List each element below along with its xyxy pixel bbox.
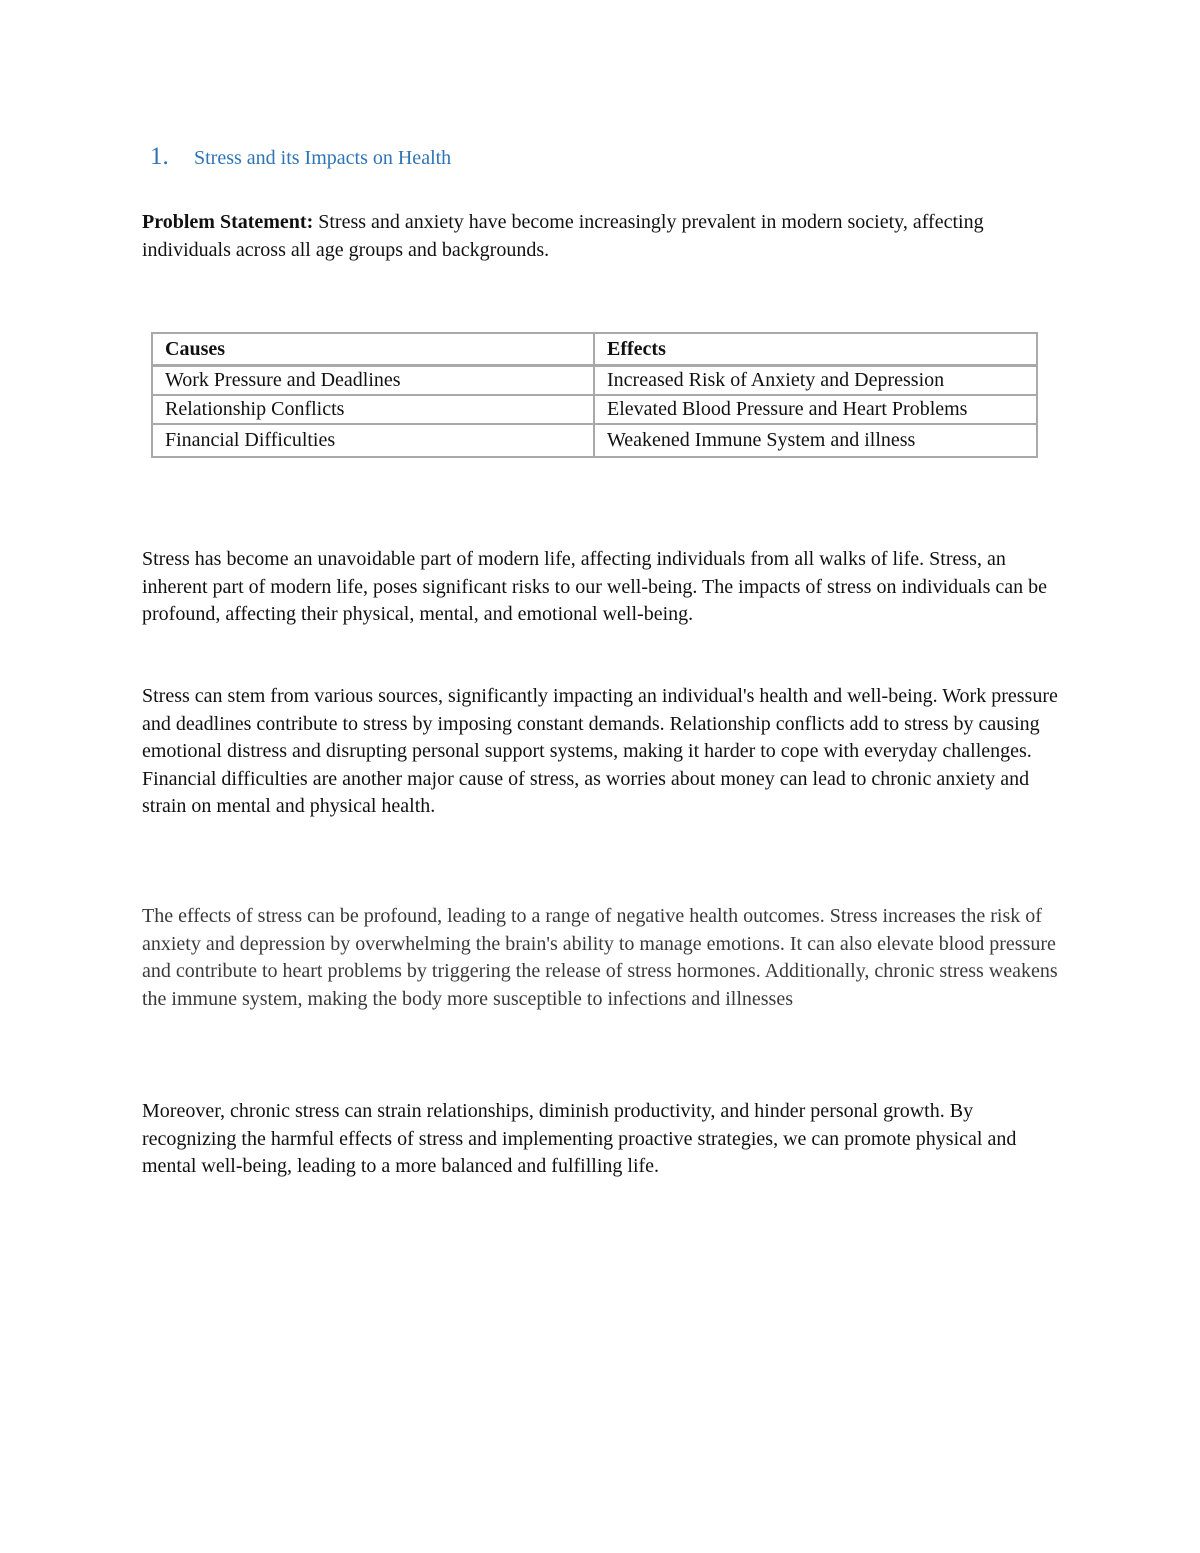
problem-statement-text: Stress and anxiety have become increasingly prevalent in modern society, affecting individuals across all age groups and backgrounds. xyxy=(142,211,984,261)
table-header-effects: Effects xyxy=(594,333,1037,366)
body-paragraph-causes: Stress can stem from various sources, significantly impacting an individual's health and well-being. Work pressure and deadlines contribute to stress by imposing constant demands. Relationship conflicts add to stress by causing emotional distress and disrupting personal support systems, making it harder to cope with everyday challenges. Financial difficulties are another major cause of stress, as worries about money can lead to chronic anxiety and strain on mental and physical health. xyxy=(142,685,1058,817)
problem-statement xyxy=(142,208,1062,264)
table-header-causes: Causes xyxy=(152,333,594,366)
heading-number: 1. xyxy=(150,143,169,170)
body-paragraph-conclusion: Moreover, chronic stress can strain relationships, diminish productivity, and hinder personal growth. By recognizing the harmful effects of stress and implementing proactive strategies, we can promote physical and mental well-being, leading to a more balanced and fulfilling life. xyxy=(142,1100,1017,1177)
table-header-row xyxy=(152,333,1037,366)
table-cell-effect: Elevated Blood Pressure and Heart Problems xyxy=(594,395,1037,424)
table-row xyxy=(152,366,1037,396)
table-row xyxy=(152,395,1037,424)
table-row xyxy=(152,424,1037,457)
heading-title: Stress and its Impacts on Health xyxy=(194,147,452,169)
body-paragraph-intro: Stress has become an unavoidable part of modern life, affecting individuals from all walks of life. Stress, an inherent part of modern life, poses significant risks to our well-being. The impacts of stress on individuals can be profound, affecting their physical, mental, and emotional well-being. xyxy=(142,548,1047,625)
table-cell-cause: Relationship Conflicts xyxy=(152,395,594,424)
table-cell-cause: Financial Difficulties xyxy=(152,424,594,457)
problem-statement-label: Problem Statement: xyxy=(142,211,314,233)
table-cell-cause: Work Pressure and Deadlines xyxy=(152,366,594,396)
table-cell-effect: Weakened Immune System and illness xyxy=(594,424,1037,457)
section-heading xyxy=(150,142,451,173)
causes-effects-table xyxy=(151,332,1038,458)
body-paragraph-effects: The effects of stress can be profound, leading to a range of negative health outcomes. Stress increases the risk of anxiety and depression by overwhelming the brain's ability to manage emotions. It can also elevate blood pressure and contribute to heart problems by triggering the release of stress hormones. Additionally, chronic stress weakens the immune system, making the body more susceptible to infections and illnesses xyxy=(142,905,1058,1010)
table-cell-effect: Increased Risk of Anxiety and Depression xyxy=(594,366,1037,396)
